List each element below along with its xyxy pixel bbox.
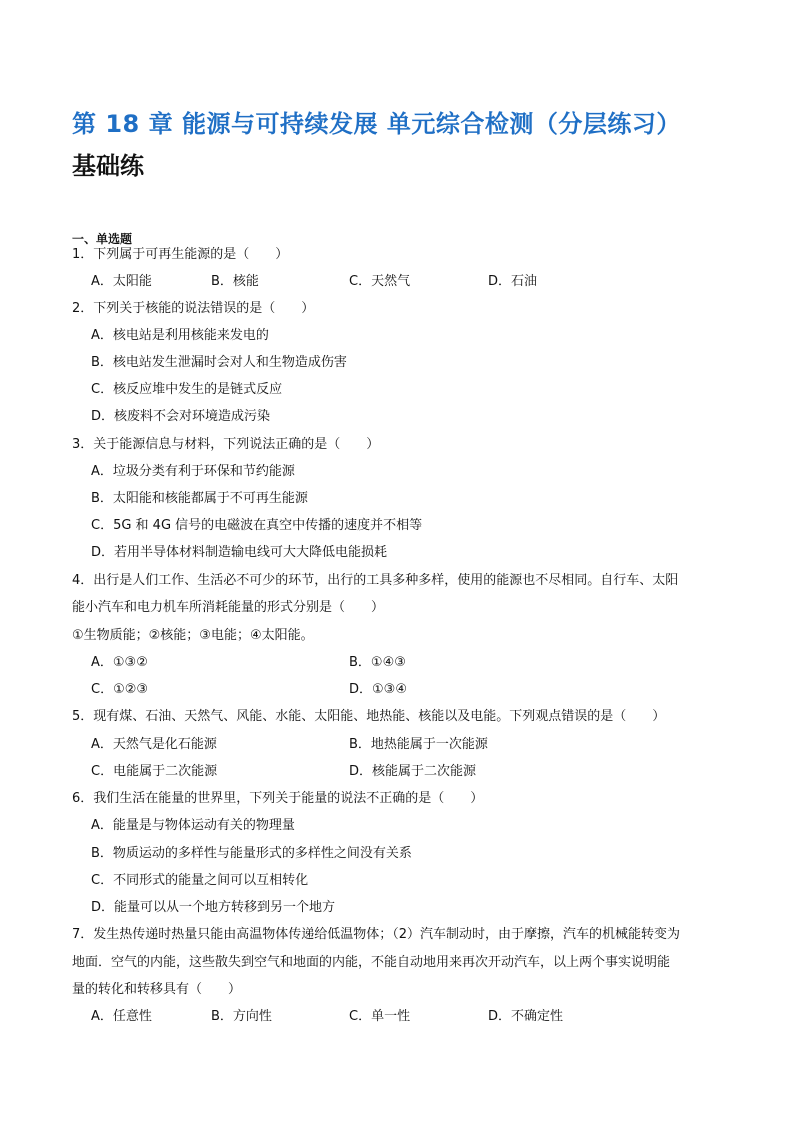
question-1-stem: 1．下列属于可再生能源的是（ ） xyxy=(72,247,289,262)
question-2-stem: 2．下列关于核能的说法错误的是（ ） xyxy=(72,301,315,316)
question-5-option-c: C．电能属于二次能源 xyxy=(91,764,218,779)
section-heading: 一、单选题 xyxy=(72,232,133,246)
question-7-option-d: D．不确定性 xyxy=(488,1009,564,1024)
question-3-option-b: B．太阳能和核能都属于不可再生能源 xyxy=(91,491,308,506)
question-7-option-a: A．任意性 xyxy=(91,1009,152,1024)
question-2-option-a: A．核电站是利用核能来发电的 xyxy=(91,328,269,343)
question-6-option-a: A．能量是与物体运动有关的物理量 xyxy=(91,818,295,833)
question-1-option-a: A．太阳能 xyxy=(91,274,152,289)
question-2-option-c: C．核反应堆中发生的是链式反应 xyxy=(91,382,283,397)
question-7-option-b: B．方向性 xyxy=(211,1009,272,1024)
question-5-option-b: B．地热能属于一次能源 xyxy=(349,737,488,752)
page-subtitle: 基础练 xyxy=(72,152,144,180)
question-4-stem-line-2: 能小汽车和电力机车所消耗能量的形式分别是（ ） xyxy=(72,600,385,615)
question-1-option-c: C．天然气 xyxy=(349,274,411,289)
question-3-option-d: D．若用半导体材料制造输电线可大大降低电能损耗 xyxy=(91,545,388,560)
question-4-stem-line-1: 4．出行是人们工作、生活必不可少的环节，出行的工具多种多样，使用的能源也不尽相同。自行车、太阳 xyxy=(72,573,679,588)
question-3-stem: 3．关于能源信息与材料，下列说法正确的是（ ） xyxy=(72,437,380,452)
question-4-stem-line-3: ①生物质能；②核能；③电能；④太阳能。 xyxy=(72,628,314,643)
question-1-option-b: B．核能 xyxy=(211,274,259,289)
question-1-option-d: D．石油 xyxy=(488,274,538,289)
question-2-option-b: B．核电站发生泄漏时会对人和生物造成伤害 xyxy=(91,355,347,370)
question-3-option-a: A．垃圾分类有利于环保和节约能源 xyxy=(91,464,295,479)
question-5-option-a: A．天然气是化石能源 xyxy=(91,737,217,752)
question-7-stem-line-1: 7．发生热传递时热量只能由高温物体传递给低温物体；（2）汽车制动时，由于摩擦，汽车的机械能转变为 xyxy=(72,927,681,942)
question-4-option-b: B．①④③ xyxy=(349,655,406,670)
question-6-option-c: C．不同形式的能量之间可以互相转化 xyxy=(91,873,309,888)
question-5-stem: 5．现有煤、石油、天然气、风能、水能、太阳能、地热能、核能以及电能。下列观点错误的是（ ） xyxy=(72,709,666,724)
question-7-option-c: C．单一性 xyxy=(349,1009,411,1024)
question-7-stem-line-2: 地面．空气的内能，这些散失到空气和地面的内能，不能自动地用来再次开动汽车，以上两个事实说明能 xyxy=(72,955,671,970)
question-4-option-a: A．①③② xyxy=(91,655,148,670)
question-6-option-d: D．能量可以从一个地方转移到另一个地方 xyxy=(91,900,336,915)
question-7-stem-line-3: 量的转化和转移具有（ ） xyxy=(72,982,242,997)
question-2-option-d: D．核废料不会对环境造成污染 xyxy=(91,409,271,424)
question-6-stem: 6．我们生活在能量的世界里，下列关于能量的说法不正确的是（ ） xyxy=(72,791,484,806)
page-title: 第 18 章 能源与可持续发展 单元综合检测（分层练习） xyxy=(72,110,681,138)
question-4-option-c: C．①②③ xyxy=(91,682,149,697)
question-5-option-d: D．核能属于二次能源 xyxy=(349,764,477,779)
question-6-option-b: B．物质运动的多样性与能量形式的多样性之间没有关系 xyxy=(91,846,412,861)
question-4-option-d: D．①③④ xyxy=(349,682,407,697)
question-3-option-c: C．5G 和 4G 信号的电磁波在真空中传播的速度并不相等 xyxy=(91,518,423,533)
